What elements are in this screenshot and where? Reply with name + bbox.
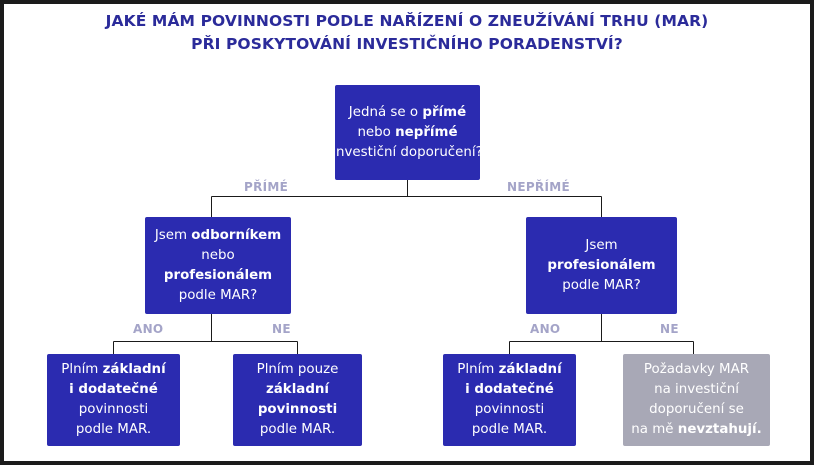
root-line-3: investiční doporučení?: [332, 144, 483, 160]
leaf1-line-1-text: Plním: [61, 362, 103, 377]
diagram-title-line-2: PŘI POSKYTOVÁNÍ INVESTIČNÍHO PORADENSTVÍ?: [191, 35, 623, 53]
leaf3-line-1: [457, 360, 561, 380]
leaf4-line-2: na investiční: [654, 382, 739, 397]
leaf3-line-1-bold: základní: [498, 362, 562, 377]
root-question-node: [332, 85, 483, 180]
root-line-2: [357, 123, 457, 143]
edge-label-indirect: NEPŘÍMÉ: [507, 180, 570, 194]
leaf1-line-2: i dodatečné: [69, 382, 158, 397]
q-left-line-3: profesionálem: [163, 267, 273, 283]
leaf4-line-4-text: na mě: [631, 422, 678, 437]
root-line-1-text: Jedná se o: [348, 104, 423, 120]
q-left-line-1-text: Jsem: [154, 227, 192, 243]
leaf2-line-3: povinnosti: [257, 402, 338, 417]
leaf3-line-2: i dodatečné: [465, 382, 554, 397]
root-line-2-text: nebo: [357, 124, 396, 140]
leaf1-line-1-bold: základní: [102, 362, 166, 377]
leaf3-line-1-text: Plním: [457, 362, 499, 377]
edge-label-right-no: NE: [660, 322, 679, 336]
diagram-title-line-1: JAKÉ MÁM POVINNOSTI PODLE NAŘÍZENÍ O ZNEUŽÍVÁNÍ TRHU (MAR): [105, 12, 709, 30]
q-left-line-2: nebo: [201, 247, 235, 263]
q-right-line-1: Jsem: [585, 237, 618, 253]
leaf1-line-4: podle MAR.: [75, 422, 152, 437]
q-left-line-1-bold: odborníkem: [191, 227, 282, 243]
question-professional-node: [526, 217, 677, 314]
leaf3-line-4: podle MAR.: [471, 422, 548, 437]
leaf4-line-3: doporučení se: [649, 402, 744, 417]
leaf1-line-3: povinnosti: [78, 402, 149, 417]
leaf1-line-1: [61, 360, 165, 380]
leaf2-line-1: Plním pouze: [256, 362, 339, 377]
q-right-line-2: profesionálem: [547, 257, 656, 273]
leaf-basic-and-additional-2: [443, 354, 576, 446]
edge-label-left-yes: ANO: [133, 322, 164, 336]
leaf4-line-4-bold: nevztahují.: [677, 422, 762, 437]
leaf-not-applicable: [623, 354, 770, 446]
root-line-1-bold: přímé: [422, 104, 467, 120]
q-right-line-3: podle MAR?: [562, 277, 641, 293]
root-line-1: [349, 103, 466, 123]
q-left-line-4: podle MAR?: [178, 287, 258, 303]
q-left-line-1: [155, 226, 281, 246]
leaf-basic-only: [233, 354, 362, 446]
leaf2-line-4: podle MAR.: [259, 422, 336, 437]
edge-label-right-yes: ANO: [530, 322, 561, 336]
leaf4-line-1: Požadavky MAR: [643, 362, 750, 377]
edge-label-direct: PŘÍMÉ: [244, 180, 289, 194]
leaf3-line-3: povinnosti: [474, 402, 545, 417]
question-expert-node: [145, 217, 291, 314]
leaf-basic-and-additional-1: [47, 354, 180, 446]
edge-label-left-no: NE: [272, 322, 291, 336]
root-line-2-bold: nepřímé: [395, 124, 458, 140]
leaf2-line-2: základní: [265, 382, 330, 397]
leaf4-line-4: [631, 420, 761, 440]
